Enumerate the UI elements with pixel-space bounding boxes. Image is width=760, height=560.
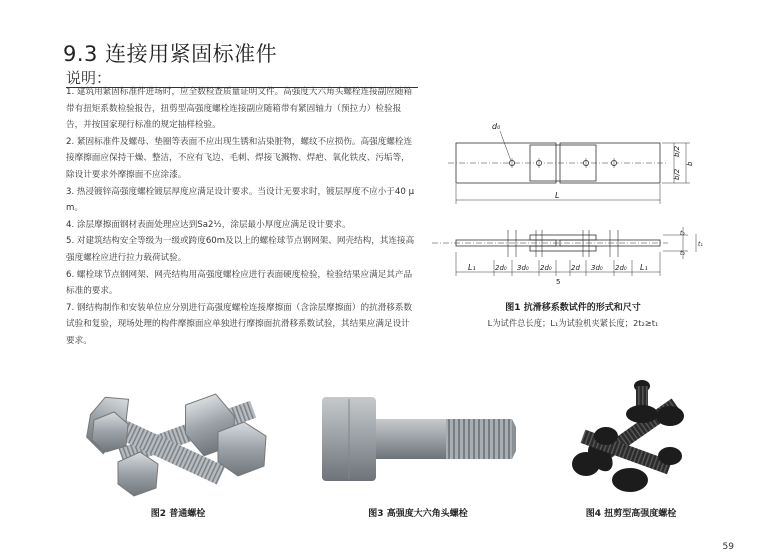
page-title: 9.3 连接用紧固标准件 bbox=[63, 42, 278, 66]
paragraph-7: 7. 钢结构制作和安装单位应分别进行高强度螺栓连接摩擦面（含涂层摩擦面）的抗滑移系数试验和复验，现场处理的构件摩擦面应单独进行摩擦面抗滑移系数试验，其结果应满足设计要求。 bbox=[66, 302, 413, 346]
plan-view bbox=[448, 131, 690, 204]
paragraph-6: 6. 螺栓球节点钢网架、网壳结构用高强度螺栓应进行表面硬度检验，检验结果应满足其产品标准的要求。 bbox=[66, 269, 413, 297]
label-2d0-right: 2d₀ bbox=[615, 264, 627, 272]
explanation-text bbox=[66, 84, 418, 350]
section-subtitle: 说明： bbox=[66, 69, 112, 87]
specimen-drawing bbox=[428, 112, 718, 302]
figure4-caption: 图4 扭剪型高强度螺栓 bbox=[585, 509, 677, 519]
page-number: 59 bbox=[722, 542, 734, 552]
paragraph-4: 4. 涂层摩擦面钢材表面处理应达到Sa2½，涂层最小厚度应满足设计要求。 bbox=[66, 219, 351, 230]
label-gap: 5 bbox=[556, 278, 561, 286]
paragraph-2: 2. 紧固标准件及螺母、垫圈等表面不应出现生锈和沾染脏物，螺纹不应损伤。高强度螺栓连接摩擦面应保持干燥、整洁，不应有飞边、毛刺、焊接飞溅物、焊疤、氧化铁皮、污垢等，除设计要求外摩擦面不应涂漆。 bbox=[66, 136, 413, 180]
label-2d0-mid: 2d₀ bbox=[540, 264, 552, 272]
label-3d0-left: 3d₀ bbox=[517, 264, 529, 272]
label-b-half-bottom: b/2 bbox=[673, 168, 681, 180]
paragraph-3: 3. 热浸镀锌高强度螺栓镀层厚度应满足设计要求。当设计无要求时，镀层厚度不应小于40 μ m。 bbox=[66, 186, 415, 214]
label-2d: 2d bbox=[571, 264, 580, 272]
label-L: L bbox=[555, 191, 560, 200]
label-2d0-left: 2d₀ bbox=[495, 264, 507, 272]
label-t2-bottom: t₂ bbox=[680, 250, 685, 257]
label-t2-top: t₂ bbox=[680, 230, 685, 237]
label-L1-right: L₁ bbox=[640, 263, 648, 272]
large-hex-bolt-photo bbox=[318, 393, 518, 485]
figure1-note: L为试件总长度；L₁为试验机夹紧长度；2t₂≥t₁ bbox=[487, 318, 659, 328]
paragraph-5: 5. 对建筑结构安全等级为一级或跨度60m及以上的螺栓球节点钢网架、网壳结构，其连接高强度螺栓应进行拉力载荷试验。 bbox=[66, 236, 415, 263]
label-b: b bbox=[686, 161, 694, 166]
label-b-half-top: b/2 bbox=[673, 145, 681, 157]
figure1-caption: 图1 抗滑移系数试件的形式和尺寸 bbox=[505, 303, 641, 313]
paragraph-1: 1. 建筑用紧固标准件进场时，应全数检查质量证明文件。高强度大六角头螺栓连接副应随箱带有扭矩系数检验报告，扭剪型高强度螺栓连接副应随箱带有紧固轴力（预拉力）检验报告，并按国家现行标准的规定抽样检验。 bbox=[66, 87, 413, 131]
ordinary-bolt-photo bbox=[78, 380, 278, 498]
label-d0: d₀ bbox=[492, 122, 501, 131]
figure2-caption: 图2 普通螺栓 bbox=[150, 509, 206, 519]
figure3-caption: 图3 高强度大六角头螺栓 bbox=[368, 509, 468, 519]
label-t1: t₁ bbox=[698, 241, 703, 248]
label-3d0-right: 3d₀ bbox=[591, 264, 603, 272]
label-L1-left: L₁ bbox=[468, 263, 476, 272]
torque-shear-bolt-photo bbox=[566, 376, 698, 498]
